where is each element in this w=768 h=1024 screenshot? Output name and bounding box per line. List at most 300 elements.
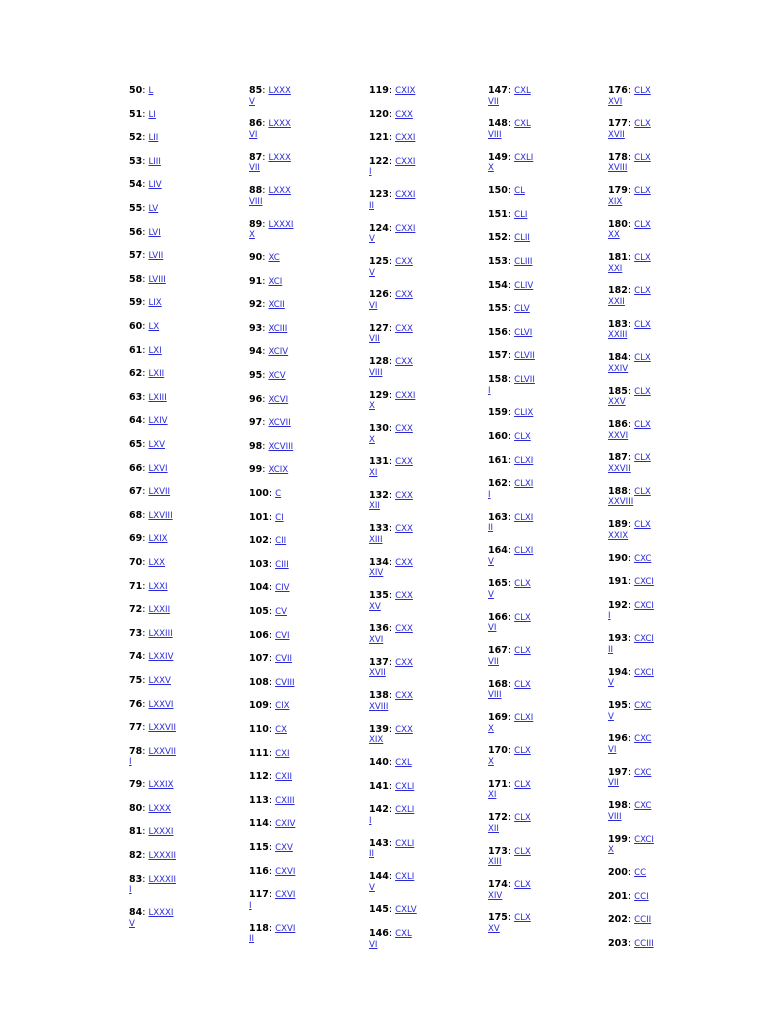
roman-numeral-link[interactable]: CLVI — [514, 327, 533, 338]
roman-numeral-link-continued[interactable]: X — [488, 163, 494, 174]
roman-numeral-link-continued[interactable]: VII — [369, 334, 380, 345]
arabic-number: 180 — [608, 218, 628, 230]
arabic-number: 141 — [369, 780, 389, 792]
separator: : — [268, 488, 276, 499]
roman-numeral-link[interactable]: XCVII — [268, 418, 291, 429]
roman-numeral-link[interactable]: CLX — [634, 486, 651, 497]
separator: : — [388, 489, 396, 501]
roman-numeral-link-continued[interactable]: II — [369, 849, 375, 860]
roman-numeral-link-continued[interactable]: X — [369, 401, 375, 412]
roman-numeral-link[interactable]: CLX — [514, 432, 531, 442]
roman-numeral-link[interactable]: CLX — [514, 746, 531, 757]
separator: : — [262, 118, 269, 130]
arabic-number: 144 — [369, 871, 389, 882]
roman-numeral-link[interactable]: CX — [275, 725, 287, 735]
roman-numeral-link-continued[interactable]: XXIX — [608, 530, 629, 541]
roman-numeral-link[interactable]: CXLI — [514, 152, 534, 163]
roman-numeral-link[interactable]: CV — [275, 607, 287, 617]
roman-numeral-link[interactable]: CCI — [634, 891, 649, 902]
roman-numeral-link-continued[interactable]: XXVII — [608, 463, 631, 474]
roman-numeral-link[interactable]: LXV — [148, 440, 166, 450]
roman-numeral-link[interactable]: CLX — [514, 813, 531, 824]
roman-numeral-link[interactable]: LXXVI — [148, 699, 174, 710]
roman-numeral-link[interactable]: LIII — [148, 156, 161, 167]
roman-numeral-link[interactable]: CIX — [275, 701, 290, 712]
roman-numeral-link[interactable]: CXIX — [395, 86, 416, 96]
roman-numeral-link-continued[interactable]: X — [488, 756, 494, 767]
roman-numeral-link[interactable]: LVII — [148, 251, 164, 262]
roman-numeral-link-continued[interactable]: VIII — [488, 129, 502, 140]
roman-numeral-link[interactable]: CVIII — [275, 677, 295, 688]
roman-numeral-link[interactable]: LXXXI — [268, 219, 294, 230]
roman-numeral-link[interactable]: CXX — [395, 591, 413, 601]
arabic-number: 167 — [488, 645, 508, 657]
roman-numeral-link[interactable]: CLXI — [514, 546, 534, 556]
numeral-entry — [129, 676, 171, 687]
separator: : — [142, 368, 149, 380]
roman-numeral-link-continued[interactable]: VIII — [369, 367, 383, 378]
roman-numeral-link[interactable]: CLX — [634, 386, 651, 397]
roman-numeral-link[interactable]: LXXX — [268, 119, 291, 130]
roman-numeral-link[interactable]: LXXX — [268, 152, 291, 163]
numeral-entry — [249, 465, 288, 476]
roman-numeral-link[interactable]: CLI — [514, 209, 528, 220]
roman-numeral-link[interactable]: LXXIII — [148, 628, 173, 639]
roman-numeral-link[interactable]: LXX — [148, 558, 166, 568]
roman-numeral-link[interactable]: LXXX — [268, 86, 291, 96]
roman-numeral-link[interactable]: CLX — [634, 520, 651, 531]
roman-numeral-link[interactable]: CXLV — [395, 905, 417, 916]
roman-numeral-link-continued[interactable]: I — [608, 611, 611, 622]
roman-numeral-link-continued[interactable]: V — [488, 556, 494, 567]
numeral-entry — [129, 511, 173, 522]
roman-numeral-link-continued[interactable]: I — [129, 757, 132, 768]
roman-numeral-link[interactable]: CXL — [395, 929, 412, 939]
numeral-entry — [369, 133, 415, 144]
numeral-entry — [249, 513, 284, 524]
roman-numeral-link-continued[interactable]: XXIV — [608, 363, 629, 374]
roman-numeral-link[interactable]: LII — [148, 133, 159, 144]
roman-numeral-link[interactable]: LXVIII — [148, 510, 173, 521]
roman-numeral-link-continued[interactable]: XVIII — [608, 163, 628, 174]
numeral-entry — [249, 300, 285, 311]
numeral-entry — [129, 86, 153, 97]
roman-numeral-link-continued[interactable]: I — [129, 885, 132, 896]
roman-numeral-link[interactable]: CLX — [514, 880, 531, 890]
roman-numeral-link-continued[interactable]: VII — [608, 778, 619, 789]
roman-numeral-link[interactable]: LX — [148, 322, 160, 332]
arabic-number: 126 — [369, 289, 389, 301]
roman-numeral-link-continued[interactable]: XXII — [608, 296, 625, 307]
roman-numeral-link[interactable]: CXC — [634, 801, 652, 812]
arabic-number: 166 — [488, 611, 508, 623]
roman-numeral-link-continued[interactable]: V — [129, 918, 135, 929]
roman-numeral-link-continued[interactable]: XIX — [608, 196, 623, 207]
separator: : — [507, 431, 515, 442]
roman-numeral-link[interactable]: CLX — [514, 679, 531, 690]
arabic-number: 87 — [249, 151, 263, 163]
roman-numeral-link[interactable]: CXIII — [275, 795, 295, 806]
arabic-number: 99 — [249, 464, 263, 476]
arabic-number: 60 — [129, 321, 143, 332]
roman-numeral-link[interactable]: LXXVII — [148, 746, 176, 757]
roman-numeral-link[interactable]: LXXIV — [148, 652, 174, 663]
roman-numeral-link[interactable]: LXXXI — [148, 827, 174, 838]
roman-numeral-link[interactable]: LVI — [148, 227, 161, 238]
arabic-number: 148 — [488, 118, 508, 130]
numeral-entry — [369, 357, 413, 378]
roman-numeral-link[interactable]: CLX — [634, 86, 651, 96]
roman-numeral-link[interactable]: XCII — [268, 300, 285, 311]
roman-numeral-link-continued[interactable]: XXIII — [608, 330, 628, 341]
separator: : — [262, 151, 269, 163]
numeral-entry — [488, 813, 531, 834]
roman-numeral-link-continued[interactable]: V — [369, 234, 375, 245]
numeral-entry — [488, 328, 532, 339]
numeral-entry — [129, 157, 161, 168]
numeral-entry — [608, 220, 651, 241]
roman-numeral-link[interactable]: CXXI — [395, 156, 416, 167]
roman-numeral-link[interactable]: XCV — [268, 371, 286, 381]
roman-numeral-link-continued[interactable]: X — [369, 434, 375, 445]
roman-numeral-link-continued[interactable]: V — [608, 711, 614, 722]
roman-numeral-link[interactable]: CXX — [395, 257, 413, 267]
roman-numeral-link[interactable]: CXIV — [275, 819, 296, 830]
roman-numeral-link[interactable]: CLX — [634, 186, 651, 197]
roman-numeral-link[interactable]: CXCI — [634, 634, 654, 645]
arabic-number: 184 — [608, 352, 628, 364]
roman-numeral-link[interactable]: CII — [275, 536, 287, 547]
roman-numeral-link[interactable]: CXL — [514, 86, 531, 96]
roman-numeral-link-continued[interactable]: VI — [488, 623, 497, 634]
roman-numeral-link-continued[interactable]: I — [488, 489, 491, 500]
roman-numeral-link[interactable]: CLIV — [514, 280, 534, 291]
roman-numeral-link-continued[interactable]: XIV — [488, 890, 503, 901]
roman-numeral-link-continued[interactable]: XIII — [369, 534, 383, 545]
roman-numeral-link-continued[interactable]: II — [369, 200, 375, 211]
roman-numeral-link[interactable]: CLX — [514, 579, 531, 590]
roman-numeral-link-continued[interactable]: V — [369, 267, 375, 278]
arabic-number: 132 — [369, 489, 389, 501]
roman-numeral-link-continued[interactable]: V — [488, 589, 494, 600]
separator: : — [262, 299, 269, 311]
roman-numeral-link[interactable]: CXI — [275, 748, 290, 759]
roman-numeral-link[interactable]: CLX — [634, 319, 651, 330]
roman-numeral-link[interactable]: CLIX — [514, 408, 534, 419]
roman-numeral-link[interactable]: CXCI — [634, 577, 654, 588]
roman-numeral-link-continued[interactable]: XIV — [369, 568, 384, 579]
roman-numeral-link-continued[interactable]: VI — [369, 300, 378, 311]
roman-numeral-link[interactable]: CXC — [634, 701, 652, 711]
roman-numeral-link-continued[interactable]: XII — [369, 501, 380, 512]
roman-numeral-link-continued[interactable]: XII — [488, 823, 499, 834]
roman-numeral-link[interactable]: CXXI — [395, 390, 416, 401]
roman-numeral-link[interactable]: CXC — [634, 767, 652, 778]
numeral-entry — [369, 929, 412, 950]
roman-numeral-link[interactable]: CXCI — [634, 600, 654, 611]
arabic-number: 108 — [249, 676, 269, 688]
roman-numeral-link[interactable]: CXCI — [634, 667, 654, 678]
roman-numeral-link[interactable]: LXXI — [148, 581, 168, 592]
roman-numeral-link-continued[interactable]: XIII — [488, 857, 502, 868]
roman-numeral-link[interactable]: LXXX — [268, 186, 291, 197]
separator: : — [627, 218, 635, 230]
roman-numeral-link[interactable]: CCIII — [634, 938, 654, 949]
separator: : — [388, 389, 396, 401]
arabic-number: 78 — [129, 745, 143, 757]
numeral-entry — [608, 86, 651, 107]
arabic-number: 74 — [129, 651, 143, 663]
roman-numeral-link[interactable]: CXXI — [395, 223, 416, 234]
roman-numeral-link-continued[interactable]: XXI — [608, 263, 623, 274]
roman-numeral-link-continued[interactable]: XVII — [369, 668, 386, 679]
roman-numeral-link[interactable]: C — [275, 489, 282, 499]
separator: : — [142, 85, 149, 96]
separator: : — [142, 779, 149, 791]
roman-numeral-link[interactable]: CLXI — [514, 512, 534, 523]
roman-numeral-link[interactable]: CLX — [514, 646, 531, 657]
roman-numeral-link[interactable]: LXVI — [148, 463, 168, 474]
roman-numeral-link[interactable]: CLII — [514, 233, 530, 244]
roman-numeral-link-continued[interactable]: I — [249, 900, 252, 911]
roman-numeral-link-continued[interactable]: X — [488, 723, 494, 734]
arabic-number: 109 — [249, 700, 269, 712]
arabic-number: 149 — [488, 151, 508, 163]
roman-numeral-link[interactable]: CLVII — [514, 351, 535, 362]
roman-numeral-link-continued[interactable]: I — [369, 167, 372, 178]
roman-numeral-link[interactable]: CXX — [395, 424, 413, 434]
separator: : — [142, 321, 149, 332]
arabic-number: 62 — [129, 368, 143, 380]
roman-numeral-link-continued[interactable]: I — [488, 385, 491, 396]
roman-numeral-link[interactable]: LXII — [148, 369, 165, 380]
roman-numeral-link[interactable]: CVI — [275, 630, 290, 641]
roman-numeral-link-continued[interactable]: VI — [249, 129, 258, 140]
separator: : — [142, 179, 149, 191]
roman-numeral-link-continued[interactable]: II — [488, 523, 494, 534]
separator: : — [507, 232, 515, 244]
roman-numeral-link[interactable]: CIII — [275, 559, 289, 570]
roman-numeral-link-continued[interactable]: XXVIII — [608, 497, 634, 508]
roman-numeral-link[interactable]: CXX — [395, 624, 413, 635]
roman-numeral-link-continued[interactable]: XIX — [369, 735, 384, 746]
roman-numeral-link[interactable]: CXVI — [275, 923, 296, 934]
separator: : — [388, 780, 396, 792]
roman-numeral-link[interactable]: LXIII — [148, 392, 167, 403]
roman-numeral-link-continued[interactable]: XV — [369, 601, 381, 612]
roman-numeral-link[interactable]: CLX — [634, 253, 651, 263]
roman-numeral-link-continued[interactable]: XVII — [608, 129, 625, 140]
roman-numeral-link[interactable]: CLXI — [514, 713, 534, 723]
roman-numeral-link[interactable]: CLV — [514, 304, 530, 315]
roman-numeral-link[interactable]: CLXI — [514, 479, 534, 490]
roman-numeral-link[interactable]: CXL — [395, 758, 412, 768]
roman-numeral-link-continued[interactable]: V — [369, 882, 375, 893]
roman-numeral-link[interactable]: CXX — [395, 557, 413, 568]
roman-numeral-link[interactable]: CIV — [275, 583, 290, 594]
roman-numeral-link[interactable]: LIV — [148, 180, 162, 191]
roman-numeral-link[interactable]: CLX — [514, 612, 531, 623]
roman-numeral-link[interactable]: LXXXII — [148, 851, 176, 861]
roman-numeral-link[interactable]: XCVIII — [268, 441, 294, 452]
arabic-number: 199 — [608, 833, 628, 845]
arabic-number: 125 — [369, 256, 389, 267]
roman-numeral-link[interactable]: XCI — [268, 276, 283, 287]
arabic-number: 76 — [129, 698, 143, 710]
roman-numeral-link[interactable]: LXIX — [148, 534, 168, 545]
roman-numeral-link-continued[interactable]: V — [249, 96, 255, 107]
separator: : — [142, 273, 149, 285]
arabic-number: 51 — [129, 108, 143, 120]
roman-numeral-link-continued[interactable]: VII — [488, 96, 499, 107]
roman-numeral-link-continued[interactable]: VIII — [608, 811, 622, 822]
numeral-entry — [488, 233, 530, 244]
roman-numeral-link[interactable]: CLX — [514, 913, 531, 924]
numeral-entry — [129, 700, 173, 711]
roman-numeral-link[interactable]: CXVI — [275, 866, 296, 877]
arabic-number: 128 — [369, 356, 389, 368]
roman-numeral-link[interactable]: LXIV — [148, 416, 168, 427]
roman-numeral-link[interactable]: LXXV — [148, 676, 171, 686]
roman-numeral-link-continued[interactable]: XVI — [369, 634, 384, 645]
roman-numeral-link[interactable]: CXC — [634, 734, 652, 745]
roman-numeral-link[interactable]: XCIV — [268, 347, 289, 358]
roman-numeral-link[interactable]: CLX — [514, 846, 531, 857]
roman-numeral-link[interactable]: CXX — [395, 657, 413, 668]
roman-numeral-link[interactable]: CLIII — [514, 257, 533, 267]
arabic-number: 174 — [488, 879, 508, 890]
roman-numeral-link-continued[interactable]: X — [608, 845, 614, 856]
roman-numeral-link[interactable]: CLX — [634, 219, 651, 230]
roman-numeral-link[interactable]: CXLI — [395, 838, 415, 849]
numeral-entry — [608, 253, 651, 274]
numeral-entry — [249, 772, 292, 783]
roman-numeral-link[interactable]: XCIX — [268, 465, 289, 476]
roman-numeral-link-continued[interactable]: II — [608, 644, 614, 655]
roman-numeral-link-continued[interactable]: X — [249, 230, 255, 241]
roman-numeral-link[interactable]: CLX — [634, 420, 651, 430]
arabic-number: 124 — [369, 222, 389, 234]
numeral-entry — [129, 827, 173, 838]
roman-numeral-link[interactable]: CXX — [395, 457, 413, 468]
arabic-number: 104 — [249, 582, 269, 594]
roman-numeral-link-continued[interactable]: XI — [488, 790, 497, 801]
roman-numeral-link[interactable]: CXLI — [395, 805, 415, 816]
roman-numeral-link-continued[interactable]: XVI — [608, 96, 623, 107]
roman-numeral-link[interactable]: CXVI — [275, 890, 296, 901]
roman-numeral-link[interactable]: CXLI — [395, 872, 415, 882]
roman-numeral-link[interactable]: LXVII — [148, 487, 171, 498]
separator: : — [142, 651, 149, 663]
roman-numeral-link[interactable]: CLX — [634, 453, 651, 464]
roman-numeral-link-continued[interactable]: XVIII — [369, 701, 389, 712]
arabic-number: 165 — [488, 578, 508, 590]
roman-numeral-link[interactable]: LXXVII — [148, 723, 176, 734]
roman-numeral-link[interactable]: CXXI — [395, 133, 416, 144]
roman-numeral-link[interactable]: CC — [634, 868, 647, 878]
roman-numeral-link-continued[interactable]: II — [249, 934, 255, 945]
roman-numeral-link[interactable]: CLX — [514, 779, 531, 790]
roman-numeral-link[interactable]: CXII — [275, 772, 293, 783]
roman-numeral-link-continued[interactable]: XXVI — [608, 430, 629, 441]
roman-numeral-link[interactable]: LXI — [148, 345, 162, 356]
roman-numeral-link[interactable]: CLVII — [514, 375, 535, 385]
roman-numeral-link[interactable]: CXX — [395, 691, 413, 702]
roman-numeral-link-continued[interactable]: VI — [369, 939, 378, 950]
roman-numeral-link[interactable]: CL — [514, 186, 525, 197]
arabic-number: 193 — [608, 633, 628, 645]
separator: : — [142, 155, 149, 167]
roman-numeral-link[interactable]: CXCI — [634, 834, 654, 845]
roman-numeral-link[interactable]: CCII — [634, 915, 652, 926]
arabic-number: 162 — [488, 478, 508, 490]
roman-numeral-link[interactable]: LXXXI — [148, 908, 174, 918]
roman-numeral-link[interactable]: LXXIX — [148, 780, 174, 791]
roman-numeral-link[interactable]: LI — [148, 109, 156, 120]
roman-numeral-link[interactable]: LXXII — [148, 605, 171, 616]
roman-numeral-link[interactable]: CXL — [514, 119, 531, 130]
roman-numeral-link[interactable]: CXX — [395, 490, 413, 501]
roman-numeral-link[interactable]: LIX — [148, 298, 162, 309]
roman-numeral-link-continued[interactable]: VIII — [249, 196, 263, 207]
roman-numeral-link[interactable]: CLXI — [514, 455, 534, 466]
roman-numeral-link[interactable]: CXLI — [395, 781, 415, 792]
roman-numeral-link[interactable]: CXX — [395, 724, 413, 735]
roman-numeral-link-continued[interactable]: XV — [488, 923, 500, 934]
roman-numeral-link[interactable]: XC — [268, 253, 280, 263]
roman-numeral-link-continued[interactable]: XI — [369, 467, 378, 478]
numeral-entry — [129, 251, 163, 262]
roman-numeral-link-continued[interactable]: XX — [608, 230, 620, 241]
numeral-entry — [369, 758, 412, 769]
roman-numeral-link-continued[interactable]: VI — [608, 744, 617, 755]
roman-numeral-link[interactable]: XCVI — [268, 394, 289, 405]
separator: : — [142, 698, 149, 710]
numeral-entry — [608, 453, 651, 474]
roman-numeral-link[interactable]: CVII — [275, 654, 293, 665]
separator: : — [268, 842, 276, 853]
roman-numeral-link[interactable]: CXX — [395, 357, 413, 368]
roman-numeral-link[interactable]: CXX — [395, 524, 413, 535]
roman-numeral-link[interactable]: L — [148, 86, 154, 96]
roman-numeral-link[interactable]: CXX — [395, 109, 413, 120]
roman-numeral-link[interactable]: LVIII — [148, 274, 166, 285]
roman-numeral-link[interactable]: CXXI — [395, 190, 416, 201]
roman-numeral-link[interactable]: LV — [148, 204, 159, 214]
roman-numeral-link[interactable]: CXC — [634, 553, 652, 564]
roman-numeral-link[interactable]: CXX — [395, 323, 413, 334]
roman-numeral-link[interactable]: LXXXII — [148, 874, 176, 885]
roman-numeral-link[interactable]: CI — [275, 512, 284, 523]
roman-numeral-link[interactable]: CXV — [275, 843, 293, 853]
roman-numeral-link[interactable]: CLX — [634, 286, 651, 297]
roman-numeral-link-continued[interactable]: I — [369, 815, 372, 826]
roman-numeral-link-continued[interactable]: VII — [249, 163, 260, 174]
roman-numeral-link[interactable]: CLX — [634, 353, 651, 364]
roman-numeral-link-continued[interactable]: VIII — [488, 690, 502, 701]
roman-numeral-link[interactable]: CLX — [634, 152, 651, 163]
roman-numeral-link[interactable]: CXX — [395, 290, 413, 301]
arabic-number: 92 — [249, 299, 263, 311]
numeral-entry — [369, 110, 413, 121]
roman-numeral-link[interactable]: LXXX — [148, 803, 171, 814]
roman-numeral-link-continued[interactable]: XXV — [608, 397, 626, 408]
roman-numeral-link[interactable]: XCIII — [268, 323, 288, 334]
arabic-number: 102 — [249, 535, 269, 547]
roman-numeral-link[interactable]: CLX — [634, 119, 651, 130]
roman-numeral-link-continued[interactable]: VII — [488, 656, 499, 667]
roman-numeral-link-continued[interactable]: V — [608, 678, 614, 689]
